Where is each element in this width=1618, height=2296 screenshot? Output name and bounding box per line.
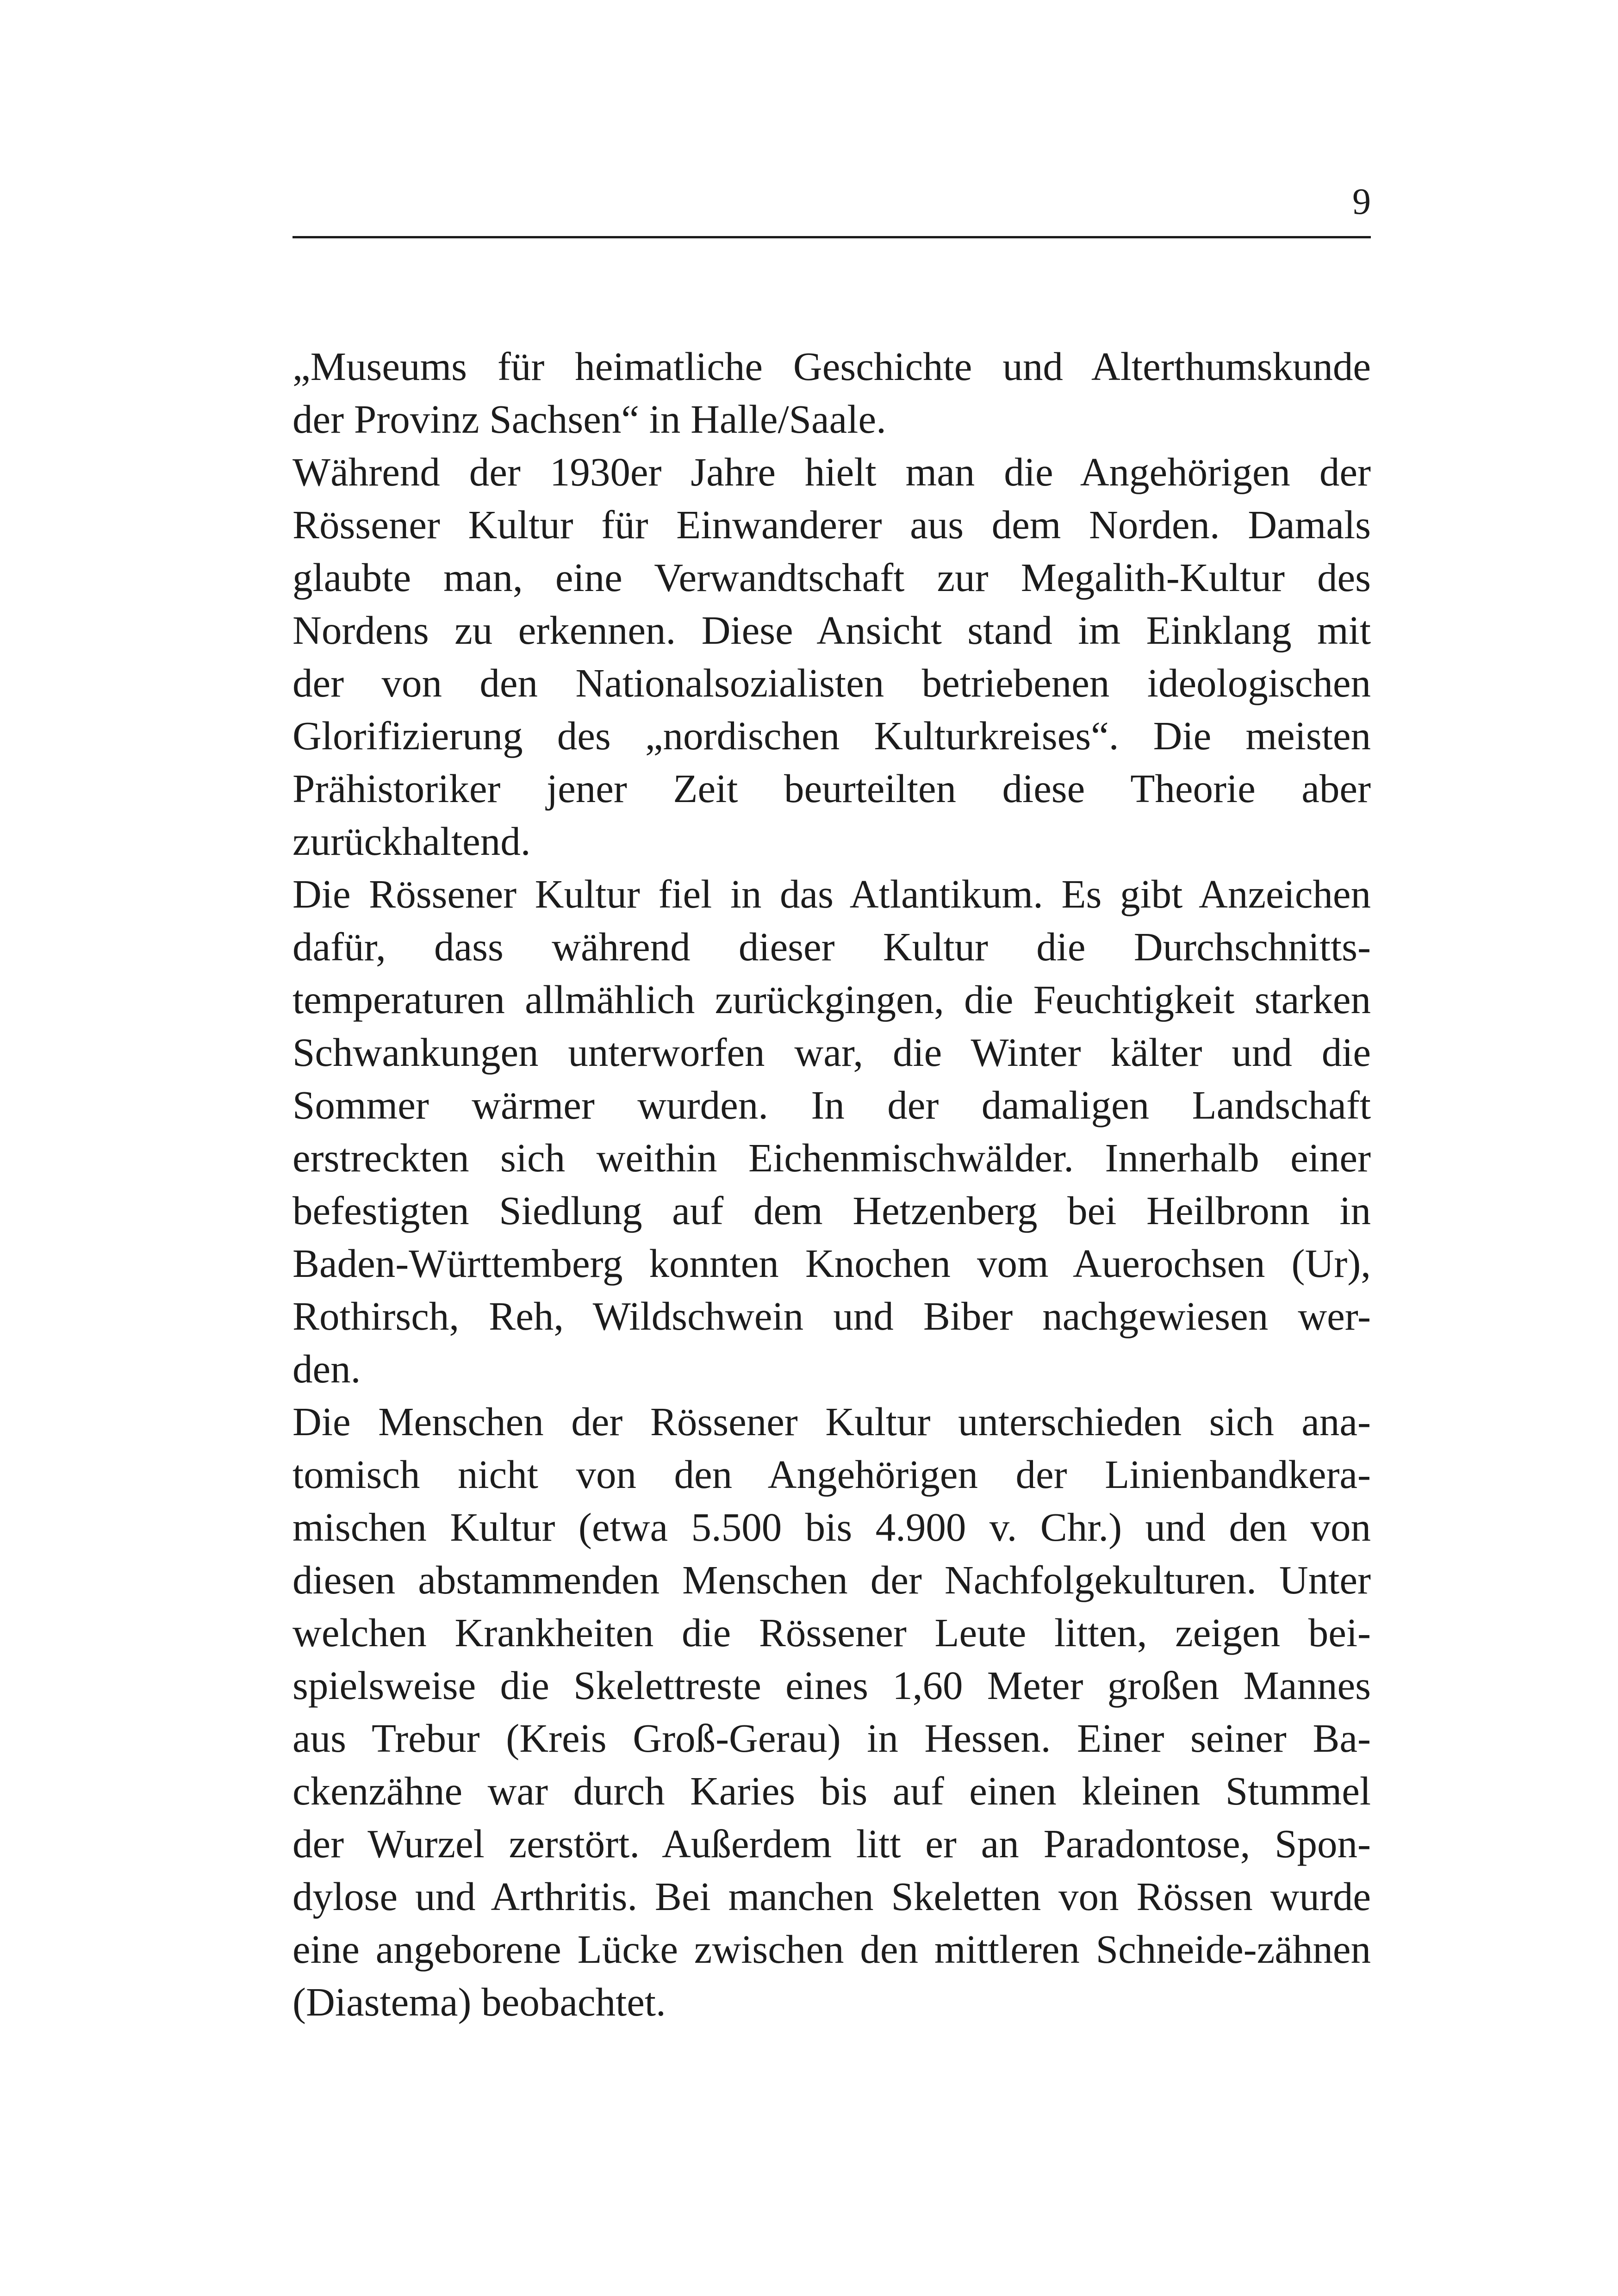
paragraph [292, 340, 1371, 446]
text-line: spielsweise die Skelettreste eines 1,60 Meter großen Mannes [292, 1663, 1371, 1708]
text-line: Rössener Kultur für Einwanderer aus dem Norden. Damals [292, 502, 1371, 547]
text-line: der Wurzel zerstört. Außerdem litt er an Paradontose, Spon- [292, 1821, 1371, 1866]
page-header [292, 176, 1371, 238]
text-line: aus Trebur (Kreis Groß-Gerau) in Hessen. Einer seiner Ba- [292, 1716, 1371, 1761]
text-line: der von den Nationalsozialisten betriebenen ideologischen [292, 660, 1371, 705]
text-line: Nordens zu erkennen. Diese Ansicht stand im Einklang mit [292, 608, 1371, 653]
text-line: diesen abstammenden Menschen der Nachfolgekulturen. Unter [292, 1557, 1371, 1602]
text-line: Rothirsch, Reh, Wildschwein und Biber nachgewiesen wer- [292, 1294, 1371, 1338]
paragraph [292, 868, 1371, 1395]
text-line: den. [292, 1346, 361, 1391]
text-line: „Museums für heimatliche Geschichte und Alterthumskunde [292, 344, 1371, 389]
text-line: dafür, dass während dieser Kultur die Durchschnitts- [292, 924, 1371, 969]
text-line: Prähistoriker jener Zeit beurteilten diese Theorie aber [292, 766, 1371, 811]
text-line: Die Menschen der Rössener Kultur unterschieden sich ana- [292, 1399, 1371, 1444]
text-line: (Diastema) beobachtet. [292, 1979, 666, 2024]
text-line: dylose und Arthritis. Bei manchen Skeletten von Rössen wurde [292, 1874, 1371, 1919]
text-line: Baden-Württemberg konnten Knochen vom Auerochsen (Ur), [292, 1241, 1371, 1286]
text-line: Glorifizierung des „nordischen Kulturkreises“. Die meisten [292, 713, 1371, 758]
paragraph [292, 1395, 1371, 2028]
text-line: befestigten Siedlung auf dem Hetzenberg bei Heilbronn in [292, 1188, 1371, 1233]
text-line: glaubte man, eine Verwandtschaft zur Megalith-Kultur des [292, 555, 1371, 600]
text-line: eine angeborene Lücke zwischen den mittleren Schneide-zähnen [292, 1927, 1371, 1972]
text-line: ckenzähne war durch Karies bis auf einen kleinen Stummel [292, 1768, 1371, 1813]
paragraph [292, 446, 1371, 868]
page-number: 9 [1352, 181, 1371, 222]
text-line: mischen Kultur (etwa 5.500 bis 4.900 v. Chr.) und den von [292, 1505, 1371, 1549]
text-line: tomisch nicht von den Angehörigen der Linienbandkera- [292, 1452, 1371, 1497]
text-line: Schwankungen unterworfen war, die Winter kälter und die [292, 1030, 1371, 1075]
text-line: Die Rössener Kultur fiel in das Atlantikum. Es gibt Anzeichen [292, 871, 1371, 916]
text-line: Sommer wärmer wurden. In der damaligen Landschaft [292, 1083, 1371, 1127]
text-line: welchen Krankheiten die Rössener Leute litten, zeigen bei- [292, 1610, 1371, 1655]
text-line: erstreckten sich weithin Eichenmischwälder. Innerhalb einer [292, 1135, 1371, 1180]
text-line: temperaturen allmählich zurückgingen, die Feuchtigkeit starken [292, 977, 1371, 1022]
text-line: zurückhaltend. [292, 819, 531, 864]
body-text [292, 340, 1371, 2028]
text-line: der Provinz Sachsen“ in Halle/Saale. [292, 397, 886, 442]
text-line: Während der 1930er Jahre hielt man die Angehörigen der [292, 449, 1371, 494]
